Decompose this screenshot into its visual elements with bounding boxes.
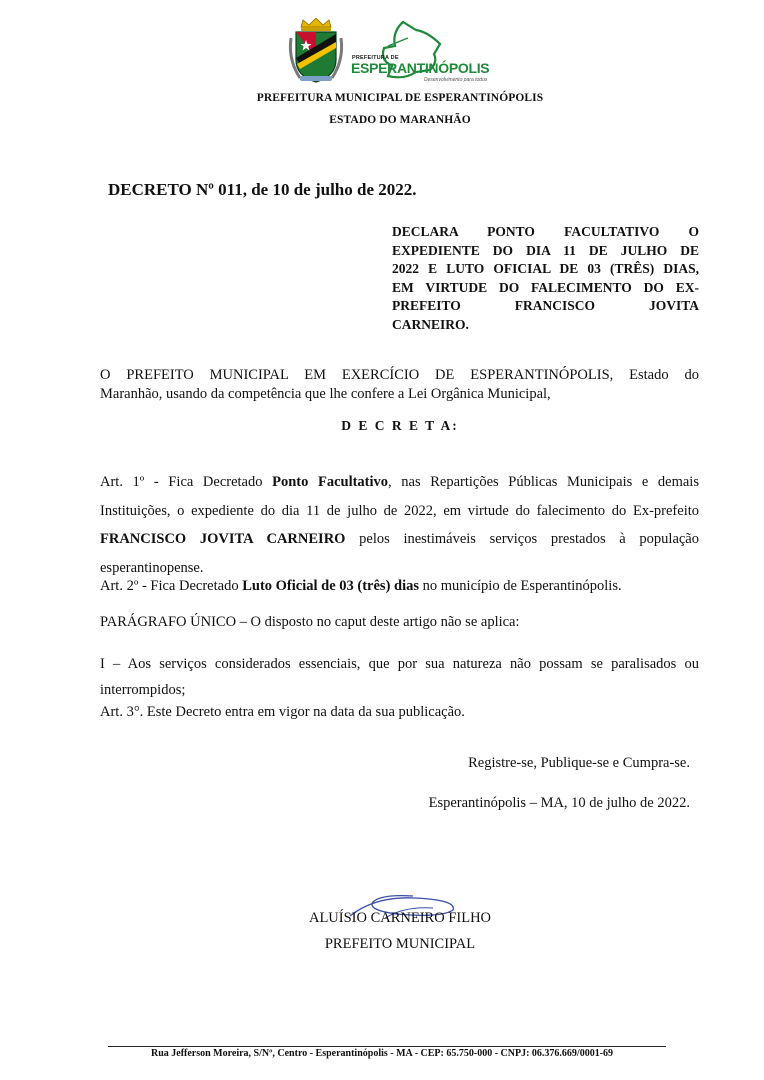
ementa-line: PREFEITO FRANCISCO JOVITA [392,298,699,313]
decreta-heading: D E C R E T A: [341,418,459,433]
logo-slogan: Desenvolvimento para todos [424,77,488,83]
logo-name: ESPERANTINÓPOLIS [351,60,490,76]
closing-formula: Registre-se, Publique-se e Cumpra-se. [468,755,690,771]
ementa-line: EM VIRTUDE DO FALECIMENTO DO EX- [392,279,699,295]
paragrafo-unico: PARÁGRAFO ÚNICO – O disposto no caput deste artigo não se aplica: [100,614,520,630]
ementa-line: 2022 E LUTO OFICIAL DE 03 (TRÊS) DIAS, [392,261,699,276]
footer-address: Rua Jefferson Moreira, S/Nº, Centro - Esperantinópolis - MA - CEP: 65.750-000 - CNPJ: 06.376.669/0001-69 [150,1048,614,1059]
preamble [100,366,699,403]
decree-ementa [392,223,699,334]
signatory-name: ALUÍSIO CARNEIRO FILHO [308,910,492,926]
article-1-line: Instituições, o expediente do dia 11 de julho de 2022, em virtude do falecimento do Ex-prefeito [100,502,699,519]
place-date: Esperantinópolis – MA, 10 de julho de 2022. [428,795,690,811]
decree-title: DECRETO Nº 011, de 10 de julho de 2022. [108,180,417,199]
ementa-line: DECLARA PONTO FACULTATIVO O [392,224,699,239]
preamble-line: O PREFEITO MUNICIPAL EM EXERCÍCIO DE ESPERANTINÓPOLIS, Estado do [100,367,699,383]
ementa-line: EXPEDIENTE DO DIA 11 DE JULHO DE [392,242,699,258]
footer-divider [108,1046,666,1047]
signatory-role: PREFEITO MUNICIPAL [324,936,476,952]
header-line-1: PREFEITURA MUNICIPAL DE ESPERANTINÓPOLIS [256,92,544,104]
article-1 [100,468,699,582]
preamble-line: Maranhão, usando da competência que lhe confere a Lei Orgânica Municipal, [100,385,551,402]
ementa-line: CARNEIRO. [392,316,469,332]
deceased-name: FRANCISCO JOVITA CARNEIRO [100,531,346,547]
article-1-line: FRANCISCO JOVITA CARNEIRO pelos inestimáveis serviços prestados à população [100,531,699,547]
article-2: Art. 2º - Fica Decretado Luto Oficial de 03 (três) dias no município de Esperantinópolis. [100,578,622,594]
inciso-1: I – Aos serviços considerados essenciais, que por sua natureza não possam se paralisados ou interrompidos; [100,656,699,698]
article-1-line: esperantinopense. [100,559,204,576]
header-logos [288,18,503,90]
article-1-line: Art. 1º - Fica Decretado Ponto Facultativo, nas Repartições Públicas Municipais e demais [100,474,699,490]
article-3: Art. 3°. Este Decreto entra em vigor na data da sua publicação. [100,704,465,720]
logo-prefix: PREFEITURA DE [352,55,399,61]
header-line-2: ESTADO DO MARANHÃO [329,114,471,126]
